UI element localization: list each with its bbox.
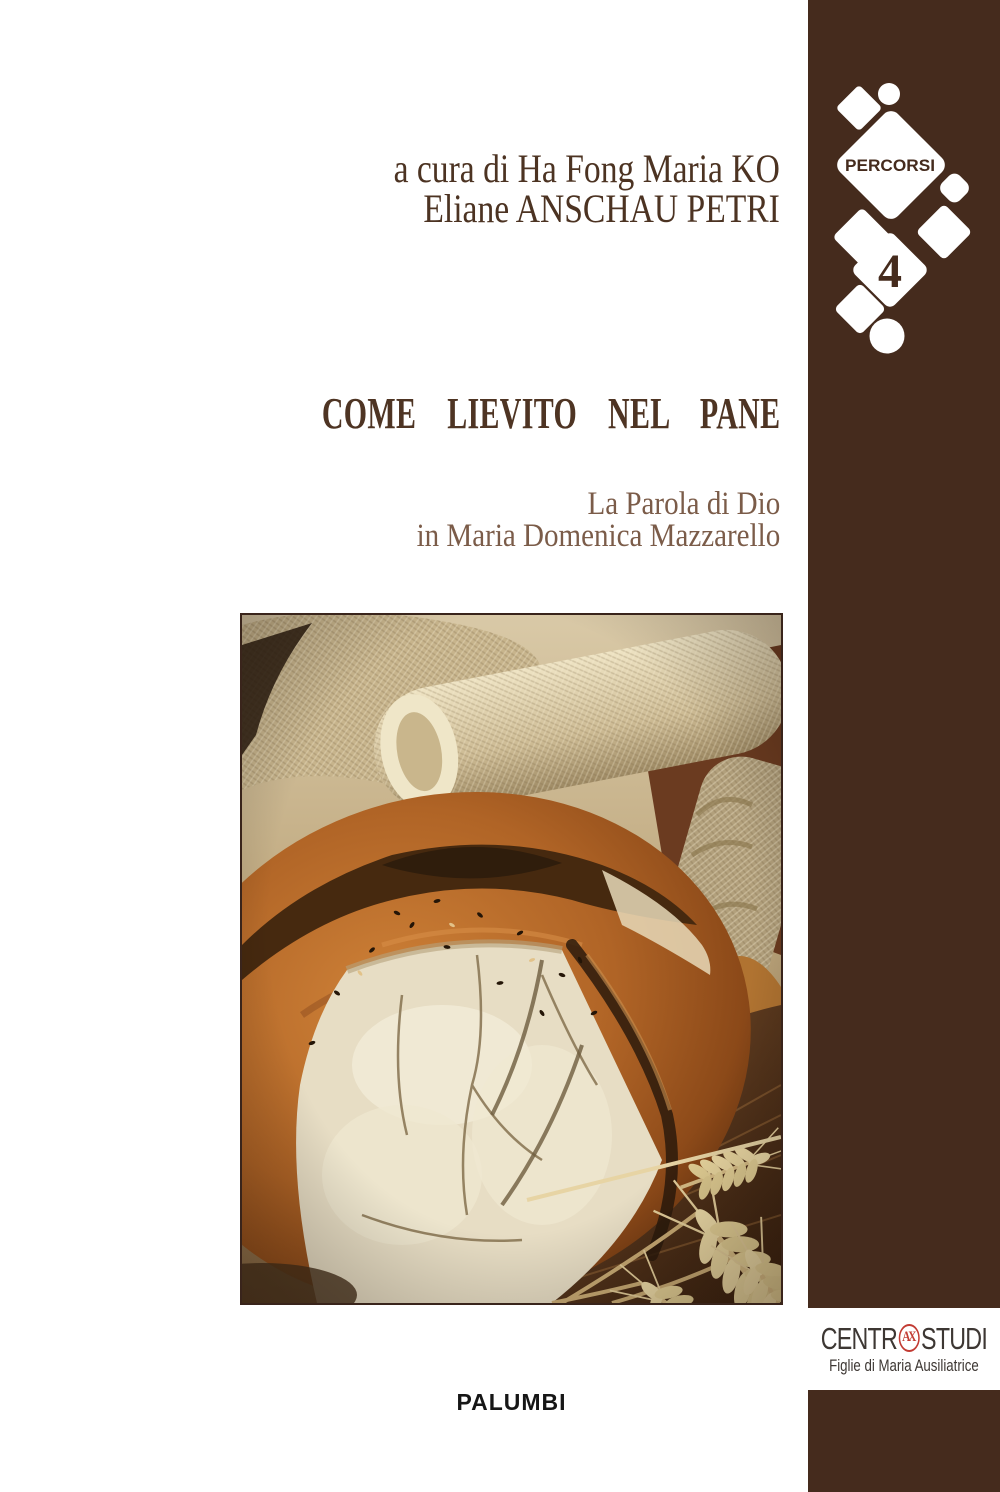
logo-tagline: Figlie di Maria Ausiliatrice <box>829 1355 979 1375</box>
logo-part-1: CENTR <box>820 1320 898 1356</box>
bread-loaf-photo <box>242 615 781 1303</box>
centro-studi-wordmark <box>820 1320 988 1356</box>
book-title: COME LIEVITO NEL PANE <box>321 389 780 438</box>
series-name: PERCORSI <box>845 156 935 175</box>
bread-photo <box>240 613 783 1305</box>
editors-line-1: a cura di Ha Fong Maria KO <box>393 146 780 191</box>
book-subtitle <box>416 488 780 552</box>
subtitle-line-2: in Maria Domenica Mazzarello <box>416 518 780 554</box>
series-sidebar <box>808 0 1000 1492</box>
publisher-logo: PALUMBI <box>456 1389 567 1415</box>
subtitle-line-1: La Parola di Dio <box>587 486 780 522</box>
editors-line-2: Eliane ANSCHAU PETRI <box>423 186 780 231</box>
ax-monogram-icon: A X <box>899 1324 920 1352</box>
series-number: 4 <box>878 245 902 298</box>
centro-studi-logo <box>808 1308 1000 1390</box>
editors-credit <box>393 146 780 231</box>
diamond-chain-pattern <box>808 0 1000 380</box>
logo-part-2: STUDI <box>921 1320 988 1356</box>
